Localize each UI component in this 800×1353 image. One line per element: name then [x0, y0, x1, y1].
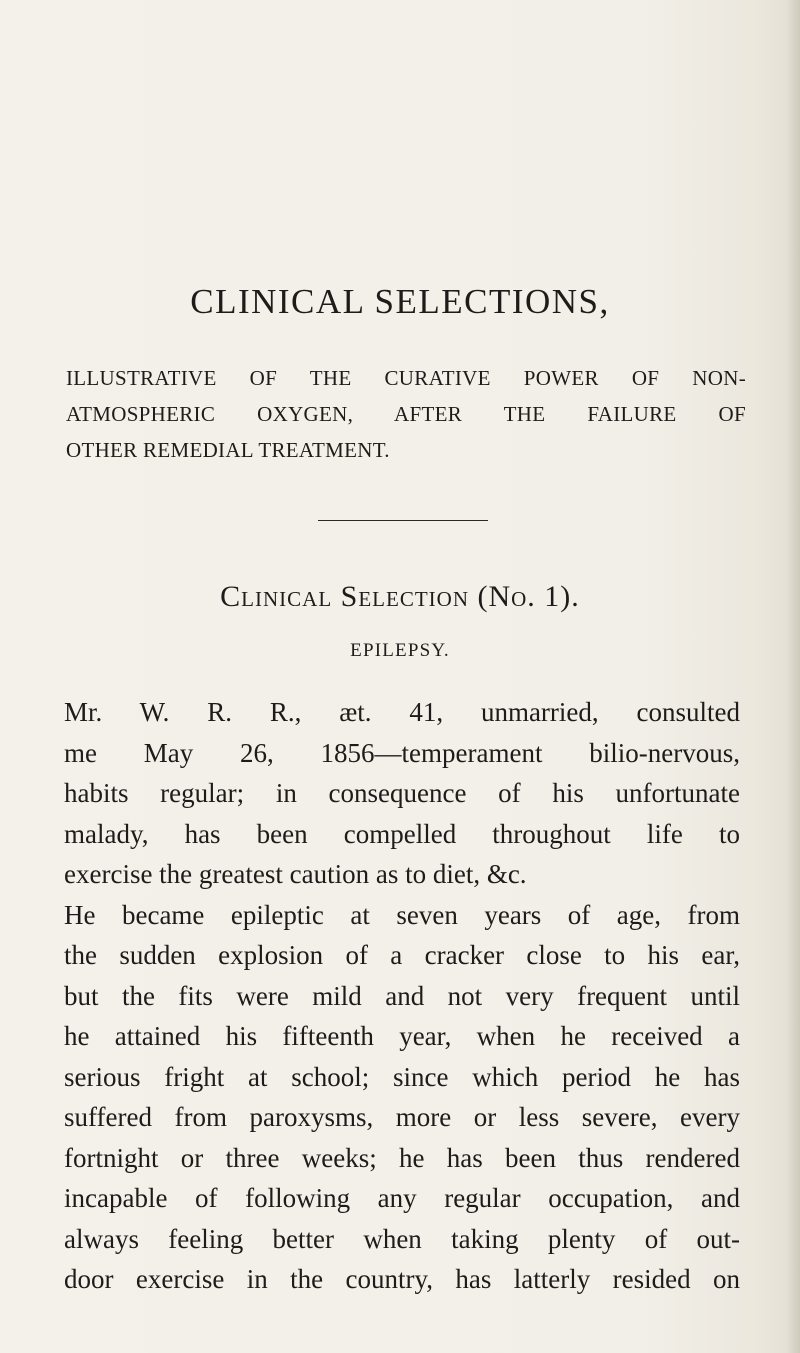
body-line: fortnight or three weeks; he has been thus rendered — [64, 1142, 740, 1173]
case-subheading: EPILEPSY. — [350, 640, 450, 661]
subtitle-line: OTHER REMEDIAL TREATMENT. — [66, 438, 390, 462]
body-line: He became epileptic at seven years of age, from — [64, 899, 740, 930]
body-line: me May 26, 1856—temperament bilio-nervous, — [64, 737, 740, 768]
body-line: he attained his fifteenth year, when he received a — [64, 1021, 740, 1051]
body-text — [64, 692, 740, 1300]
body-line: exercise the greatest caution as to diet, &c. — [64, 859, 527, 889]
body-line: suffered from paroxysms, more or less severe, every — [64, 1102, 740, 1132]
body-line: but the fits were mild and not very frequent until — [64, 980, 740, 1011]
page-edge-shadow — [786, 0, 800, 1353]
body-line: the sudden explosion of a cracker close to his ear, — [64, 940, 740, 970]
body-line: serious fright at school; since which period he has — [64, 1061, 740, 1092]
subtitle-line: ILLUSTRATIVE OF THE CURATIVE POWER OF NON- — [66, 366, 746, 390]
horizontal-rule — [318, 520, 488, 521]
subtitle-line: ATMOSPHERIC OXYGEN, AFTER THE FAILURE OF — [66, 402, 746, 426]
body-line: malady, has been compelled throughout life to — [64, 818, 740, 849]
section-heading: Clinical Selection (No. 1). — [220, 580, 580, 613]
body-line: Mr. W. R. R., æt. 41, unmarried, consulted — [64, 697, 740, 727]
body-line: door exercise in the country, has latterly resided on — [64, 1264, 740, 1294]
body-line: incapable of following any regular occupation, and — [64, 1183, 740, 1213]
subtitle — [66, 360, 746, 468]
main-title: CLINICAL SELECTIONS, — [190, 282, 610, 321]
body-line: habits regular; in consequence of his unfortunate — [64, 778, 740, 808]
body-line: always feeling better when taking plenty of out- — [64, 1223, 740, 1254]
